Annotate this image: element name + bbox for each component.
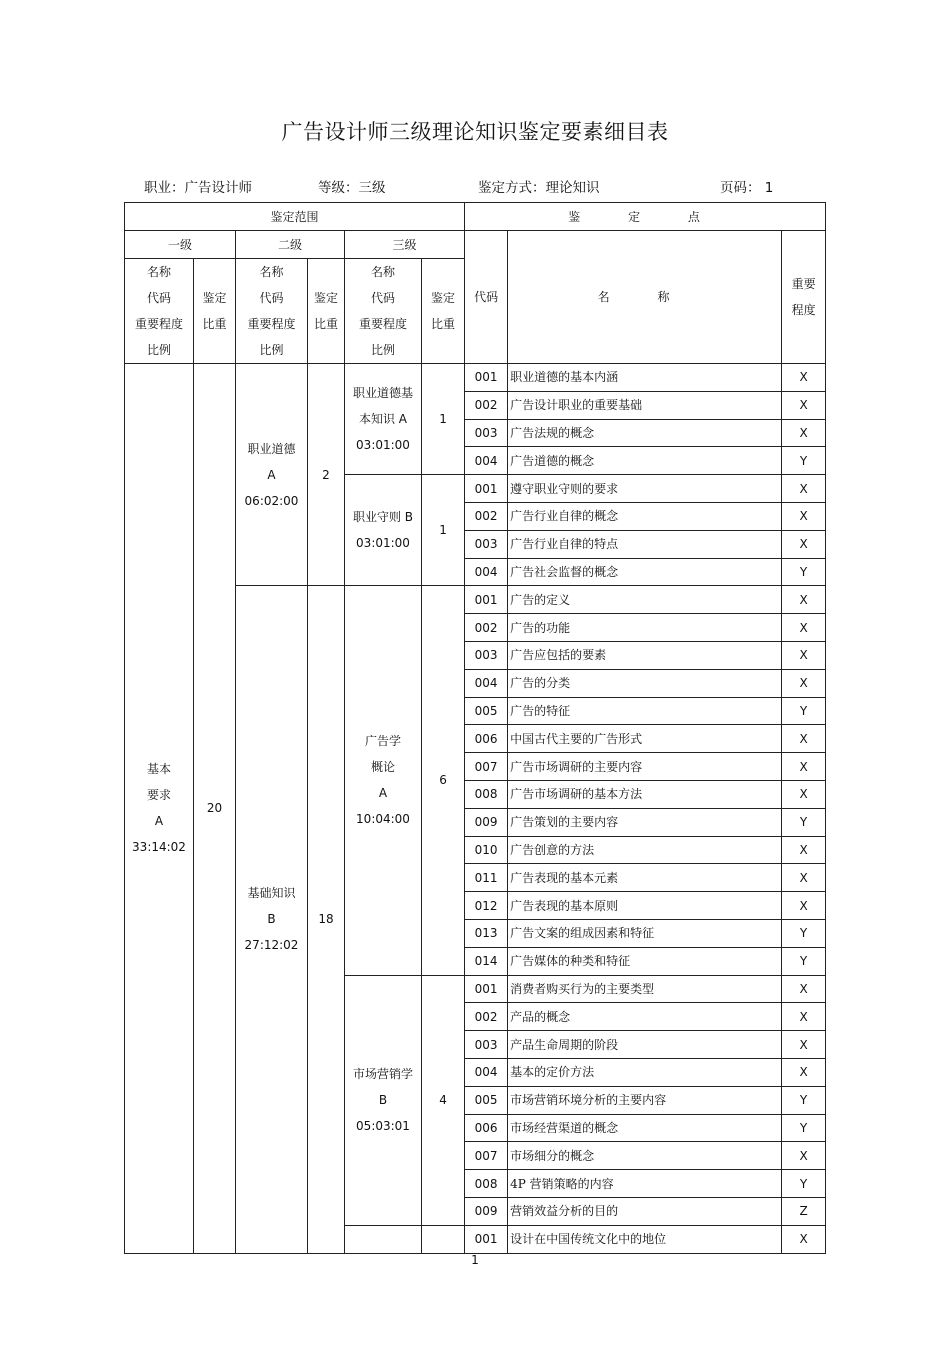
level3-marketing-label: 市场营销学 B 05:03:01 [345,975,422,1225]
row-code: 013 [465,919,508,947]
row-code: 010 [465,836,508,864]
row-importance: X [782,530,826,558]
row-code: 002 [465,502,508,530]
row-code: 008 [465,1170,508,1198]
row-name: 市场经营渠道的概念 [508,1114,782,1142]
row-importance: X [782,1225,826,1253]
points-header: 鉴 定 点 [465,203,826,231]
row-code: 014 [465,947,508,975]
level1-header: 一级 [125,231,236,259]
level3-rules-label: 职业守则 B 03:01:00 [345,475,422,586]
row-code: 005 [465,697,508,725]
row-importance: Y [782,919,826,947]
level2-basic-weight: 18 [308,586,345,1253]
l1-name-header: 名称 代码 重要程度 比例 [125,259,194,364]
row-code: 002 [465,614,508,642]
scope-header: 鉴定范围 [125,203,465,231]
row-name: 广告应包括的要素 [508,641,782,669]
row-importance: Y [782,1114,826,1142]
row-code: 011 [465,864,508,892]
row-importance: X [782,586,826,614]
importance-header: 重要 程度 [782,231,826,364]
row-code: 002 [465,391,508,419]
row-name: 广告行业自律的概念 [508,502,782,530]
row-importance: X [782,1058,826,1086]
level2-ethics-weight: 2 [308,364,345,586]
l1-weight-header: 鉴定 比重 [194,259,236,364]
row-code: 001 [465,364,508,392]
row-code: 001 [465,975,508,1003]
row-code: 001 [465,586,508,614]
level3-next-weight [422,1225,465,1253]
row-importance: X [782,419,826,447]
elements-table [124,202,826,1254]
row-name: 广告的特征 [508,697,782,725]
row-name: 基本的定价方法 [508,1058,782,1086]
row-name: 广告的分类 [508,669,782,697]
level3-marketing-weight: 4 [422,975,465,1225]
row-importance: X [782,836,826,864]
row-code: 004 [465,447,508,475]
row-importance: Y [782,447,826,475]
row-importance: X [782,475,826,503]
row-importance: Y [782,947,826,975]
row-code: 003 [465,419,508,447]
row-importance: X [782,725,826,753]
row-importance: X [782,641,826,669]
row-name: 4P 营销策略的内容 [508,1170,782,1198]
row-code: 001 [465,475,508,503]
row-importance: X [782,1031,826,1059]
method-label: 鉴定方式：理论知识 [478,180,600,196]
level2-header: 二级 [236,231,345,259]
row-name: 广告市场调研的主要内容 [508,753,782,781]
row-code: 004 [465,669,508,697]
row-name: 广告法规的概念 [508,419,782,447]
occupation-label: 职业：广告设计师 [144,180,252,196]
row-importance: X [782,780,826,808]
row-importance: X [782,892,826,920]
level3-ethics-basic-weight: 1 [422,364,465,475]
row-importance: X [782,364,826,392]
row-name: 广告的功能 [508,614,782,642]
row-name: 营销效益分析的目的 [508,1197,782,1225]
row-importance: X [782,753,826,781]
row-code: 009 [465,808,508,836]
l3-name-header: 名称 代码 重要程度 比例 [345,259,422,364]
row-importance: X [782,975,826,1003]
code-header: 代码 [465,231,508,364]
row-name: 职业道德的基本内涵 [508,364,782,392]
level-label: 等级：三级 [318,180,386,196]
row-importance: Z [782,1197,826,1225]
level1-weight: 20 [194,364,236,1254]
row-name: 市场细分的概念 [508,1142,782,1170]
row-code: 007 [465,1142,508,1170]
row-name: 市场营销环境分析的主要内容 [508,1086,782,1114]
page-label: 页码： 1 [720,180,774,196]
row-code: 012 [465,892,508,920]
row-code: 002 [465,1003,508,1031]
row-importance: X [782,391,826,419]
row-importance: X [782,1003,826,1031]
level3-next-label [345,1225,422,1253]
level3-header: 三级 [345,231,465,259]
row-code: 003 [465,641,508,669]
level3-ad-intro-weight: 6 [422,586,465,975]
page-title: 广告设计师三级理论知识鉴定要素细目表 [281,120,669,144]
level3-rules-weight: 1 [422,475,465,586]
row-name: 广告文案的组成因素和特征 [508,919,782,947]
level3-ethics-basic-label: 职业道德基 本知识 A 03:01:00 [345,364,422,475]
row-code: 003 [465,1031,508,1059]
row-importance: Y [782,1086,826,1114]
row-name: 广告策划的主要内容 [508,808,782,836]
row-name: 消费者购买行为的主要类型 [508,975,782,1003]
table-row [125,364,826,392]
row-name: 产品的概念 [508,1003,782,1031]
row-name: 广告道德的概念 [508,447,782,475]
level2-basic-label: 基础知识 B 27:12:02 [236,586,308,1253]
row-importance: X [782,864,826,892]
row-code: 003 [465,530,508,558]
row-name: 广告表现的基本元素 [508,864,782,892]
row-code: 007 [465,753,508,781]
row-name: 广告设计职业的重要基础 [508,391,782,419]
page-number: 1 [471,1253,479,1267]
l2-weight-header: 鉴定 比重 [308,259,345,364]
row-code: 005 [465,1086,508,1114]
row-importance: X [782,614,826,642]
row-name: 广告社会监督的概念 [508,558,782,586]
row-importance: X [782,1142,826,1170]
level2-ethics-label: 职业道德 A 06:02:00 [236,364,308,586]
row-importance: Y [782,697,826,725]
name-header: 名 称 [508,231,782,364]
row-name: 广告媒体的种类和特征 [508,947,782,975]
row-code: 008 [465,780,508,808]
row-name: 广告行业自律的特点 [508,530,782,558]
row-name: 设计在中国传统文化中的地位 [508,1225,782,1253]
row-name: 广告的定义 [508,586,782,614]
row-code: 006 [465,1114,508,1142]
row-name: 遵守职业守则的要求 [508,475,782,503]
row-name: 产品生命周期的阶段 [508,1031,782,1059]
row-name: 广告创意的方法 [508,836,782,864]
level3-ad-intro-label: 广告学 概论 A 10:04:00 [345,586,422,975]
row-code: 009 [465,1197,508,1225]
row-code: 004 [465,558,508,586]
l2-name-header: 名称 代码 重要程度 比例 [236,259,308,364]
row-importance: Y [782,1170,826,1198]
level1-label: 基本 要求 A 33:14:02 [125,364,194,1254]
row-code: 001 [465,1225,508,1253]
row-name: 中国古代主要的广告形式 [508,725,782,753]
row-importance: Y [782,558,826,586]
row-importance: X [782,669,826,697]
l3-weight-header: 鉴定 比重 [422,259,465,364]
row-name: 广告市场调研的基本方法 [508,780,782,808]
row-name: 广告表现的基本原则 [508,892,782,920]
row-code: 006 [465,725,508,753]
row-code: 004 [465,1058,508,1086]
row-importance: X [782,502,826,530]
row-importance: Y [782,808,826,836]
